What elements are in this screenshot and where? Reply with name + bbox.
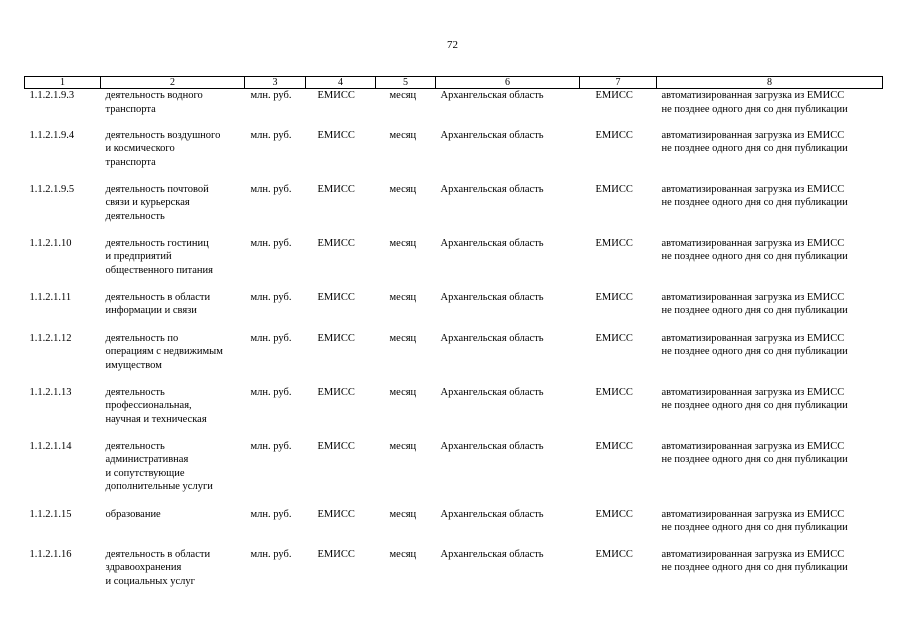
indicator-name [101, 129, 245, 183]
data-source: ЕМИСС [317, 332, 355, 344]
header-row [25, 77, 883, 89]
indicator-name-line: деятельность в области [105, 291, 211, 303]
indicator-name-line: транспорта [105, 103, 156, 115]
periodicity: месяц [389, 548, 417, 560]
loading-method-line: не позднее одного дня со дня публикации [661, 400, 848, 411]
loading-method [657, 291, 883, 332]
loading-method [657, 332, 883, 386]
unit-of-measure: млн. руб. [250, 129, 292, 141]
periodicity: месяц [389, 183, 417, 195]
indicator-name-line: связи и курьерская [105, 197, 190, 208]
territory: Архангельская область [440, 548, 544, 560]
unit-of-measure: млн. руб. [250, 440, 292, 452]
unit-of-measure: млн. руб. [250, 386, 292, 398]
indicator-name-line: деятельность гостиниц [105, 237, 209, 249]
loading-method [657, 508, 883, 548]
indicator-name-line: информации и связи [105, 305, 197, 316]
territory: Архангельская область [440, 90, 544, 101]
table-row [25, 508, 883, 548]
indicator-code: 1.1.2.1.11 [29, 291, 72, 303]
table-row [25, 386, 883, 440]
indicator-name [101, 440, 245, 508]
indicator-name-line: имуществом [105, 359, 162, 371]
source-system: ЕМИСС [595, 508, 633, 520]
indicator-name-line: дополнительные услуги [105, 481, 213, 492]
column-number-6: 6 [436, 77, 580, 89]
indicator-code: 1.1.2.1.9.3 [29, 90, 75, 101]
indicator-name-line: и космического [105, 143, 175, 154]
indicator-name [101, 508, 245, 548]
indicator-name-line: деятельность водного [105, 90, 203, 101]
column-number-7: 7 [580, 77, 657, 89]
data-source: ЕМИСС [317, 386, 355, 398]
indicator-name-line: операциям с недвижимым [105, 346, 223, 357]
territory: Архангельская область [440, 237, 544, 249]
unit-of-measure: млн. руб. [250, 548, 292, 560]
unit-of-measure: млн. руб. [250, 183, 292, 195]
loading-method-line: не позднее одного дня со дня публикации [661, 346, 848, 357]
loading-method [657, 440, 883, 508]
periodicity: месяц [389, 90, 417, 101]
indicator-name [101, 237, 245, 291]
unit-of-measure: млн. руб. [250, 90, 292, 101]
source-system: ЕМИСС [595, 129, 633, 141]
unit-of-measure: млн. руб. [250, 508, 292, 520]
unit-of-measure: млн. руб. [250, 291, 292, 303]
indicator-name-line: транспорта [105, 156, 156, 168]
periodicity: месяц [389, 237, 417, 249]
table-row [25, 440, 883, 508]
loading-method [657, 89, 883, 129]
periodicity: месяц [389, 440, 417, 452]
periodicity: месяц [389, 129, 417, 141]
indicator-code: 1.1.2.1.14 [29, 440, 72, 452]
indicator-code: 1.1.2.1.16 [29, 548, 72, 560]
table-row [25, 89, 883, 129]
loading-method-line: автоматизированная загрузка из ЕМИСС [661, 548, 845, 560]
table-body [25, 89, 883, 602]
loading-method [657, 548, 883, 602]
loading-method [657, 386, 883, 440]
loading-method [657, 183, 883, 237]
indicator-table [24, 76, 883, 602]
territory: Архангельская область [440, 508, 544, 520]
territory: Архангельская область [440, 291, 544, 303]
column-number-5: 5 [376, 77, 436, 89]
loading-method-line: автоматизированная загрузка из ЕМИСС [661, 386, 845, 398]
indicator-name-line: и социальных услуг [105, 575, 195, 587]
table-header [25, 77, 883, 89]
indicator-name-line: административная [105, 454, 189, 465]
source-system: ЕМИСС [595, 291, 633, 303]
loading-method-line: не позднее одного дня со дня публикации [661, 562, 848, 573]
loading-method [657, 129, 883, 183]
indicator-code: 1.1.2.1.15 [29, 508, 72, 520]
indicator-name-line: образование [105, 508, 161, 520]
territory: Архангельская область [440, 129, 544, 141]
table-row [25, 548, 883, 602]
periodicity: месяц [389, 332, 417, 344]
loading-method-line: не позднее одного дня со дня публикации [661, 522, 848, 533]
data-source: ЕМИСС [317, 440, 355, 452]
indicator-name-line: и предприятий [105, 251, 172, 262]
indicator-name-line: общественного питания [105, 264, 213, 276]
indicator-name [101, 332, 245, 386]
loading-method-line: не позднее одного дня со дня публикации [661, 103, 848, 115]
indicator-name [101, 386, 245, 440]
loading-method-line: автоматизированная загрузка из ЕМИСС [661, 291, 845, 303]
unit-of-measure: млн. руб. [250, 237, 292, 249]
indicator-name-line: деятельность [105, 440, 165, 452]
indicator-name [101, 89, 245, 129]
loading-method-line: не позднее одного дня со дня публикации [661, 251, 848, 262]
table-row [25, 129, 883, 183]
loading-method-line: автоматизированная загрузка из ЕМИСС [661, 440, 845, 452]
page-number: 72 [447, 39, 458, 51]
table-row [25, 237, 883, 291]
territory: Архангельская область [440, 332, 544, 344]
loading-method-line: автоматизированная загрузка из ЕМИСС [661, 129, 845, 141]
data-source: ЕМИСС [317, 129, 355, 141]
loading-method-line: не позднее одного дня со дня публикации [661, 454, 848, 465]
column-number-3: 3 [245, 77, 306, 89]
territory: Архангельская область [440, 183, 544, 195]
table-row [25, 291, 883, 332]
loading-method-line: автоматизированная загрузка из ЕМИСС [661, 183, 845, 195]
loading-method-line: не позднее одного дня со дня публикации [661, 197, 848, 208]
indicator-code: 1.1.2.1.9.5 [29, 183, 75, 195]
loading-method-line: не позднее одного дня со дня публикации [661, 143, 848, 154]
data-source: ЕМИСС [317, 548, 355, 560]
indicator-code: 1.1.2.1.12 [29, 332, 72, 344]
column-number-8: 8 [657, 77, 883, 89]
source-system: ЕМИСС [595, 237, 633, 249]
indicator-name-line: деятельность по [105, 332, 179, 344]
data-source: ЕМИСС [317, 90, 355, 101]
indicator-name-line: деятельность [105, 386, 165, 398]
indicator-name [101, 291, 245, 332]
loading-method-line: автоматизированная загрузка из ЕМИСС [661, 90, 845, 101]
indicator-name [101, 183, 245, 237]
data-source: ЕМИСС [317, 291, 355, 303]
loading-method-line: автоматизированная загрузка из ЕМИСС [661, 237, 845, 249]
periodicity: месяц [389, 386, 417, 398]
source-system: ЕМИСС [595, 386, 633, 398]
loading-method [657, 237, 883, 291]
indicator-code: 1.1.2.1.10 [29, 237, 72, 249]
indicator-name-line: деятельность почтовой [105, 183, 209, 195]
territory: Архангельская область [440, 386, 544, 398]
data-source: ЕМИСС [317, 237, 355, 249]
indicator-name-line: научная и техническая [105, 413, 207, 425]
indicator-code: 1.1.2.1.13 [29, 386, 72, 398]
indicator-name-line: деятельность [105, 210, 165, 222]
periodicity: месяц [389, 291, 417, 303]
column-number-2: 2 [101, 77, 245, 89]
source-system: ЕМИСС [595, 332, 633, 344]
loading-method-line: автоматизированная загрузка из ЕМИСС [661, 332, 845, 344]
source-system: ЕМИСС [595, 90, 633, 101]
indicator-name-line: деятельность в области [105, 548, 211, 560]
loading-method-line: не позднее одного дня со дня публикации [661, 305, 848, 316]
indicator-name-line: здравоохранения [105, 562, 182, 573]
territory: Архангельская область [440, 440, 544, 452]
indicator-name-line: и сопутствующие [105, 467, 185, 479]
column-number-1: 1 [25, 77, 101, 89]
loading-method-line: автоматизированная загрузка из ЕМИСС [661, 508, 845, 520]
column-number-4: 4 [306, 77, 376, 89]
unit-of-measure: млн. руб. [250, 332, 292, 344]
source-system: ЕМИСС [595, 183, 633, 195]
data-source: ЕМИСС [317, 508, 355, 520]
source-system: ЕМИСС [595, 548, 633, 560]
indicator-name [101, 548, 245, 602]
source-system: ЕМИСС [595, 440, 633, 452]
indicator-code: 1.1.2.1.9.4 [29, 129, 75, 141]
table-row [25, 183, 883, 237]
table-row [25, 332, 883, 386]
indicator-name-line: деятельность воздушного [105, 129, 221, 141]
periodicity: месяц [389, 508, 417, 520]
data-source: ЕМИСС [317, 183, 355, 195]
indicator-name-line: профессиональная, [105, 400, 192, 411]
